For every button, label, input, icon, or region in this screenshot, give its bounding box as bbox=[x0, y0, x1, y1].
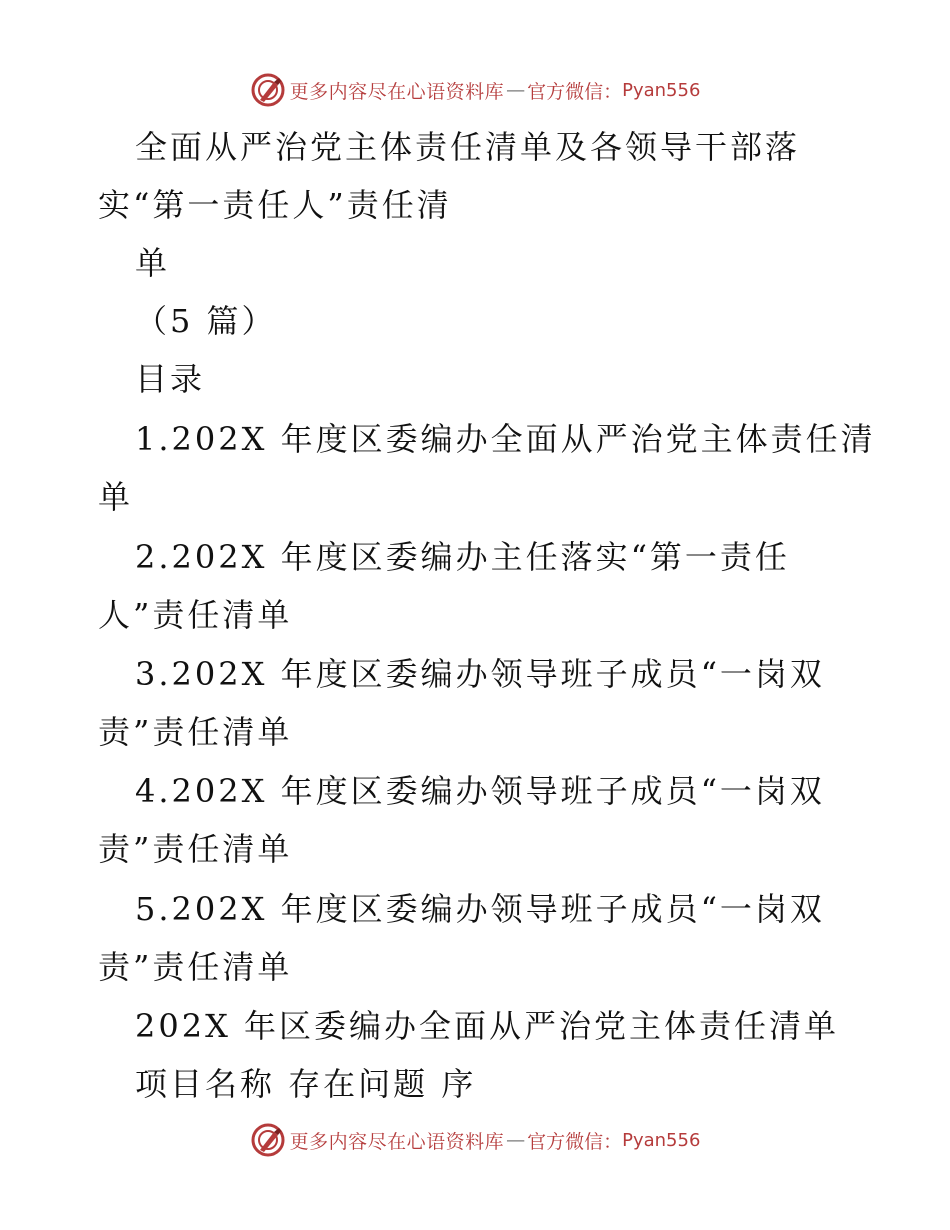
pen-logo-icon bbox=[250, 1122, 286, 1158]
toc-item-5-line-2: 责”责任清单 bbox=[98, 948, 293, 986]
banner-wechat-id: Pyan556 bbox=[622, 1129, 701, 1151]
section-heading: 202X 年区委编办全面从严治党主体责任清单 bbox=[135, 1007, 840, 1045]
banner-text: 更多内容尽在心语资料库 bbox=[289, 1130, 505, 1153]
banner-wechat-label: 官方微信： bbox=[527, 1130, 623, 1153]
banner-dash: — bbox=[506, 1129, 526, 1151]
toc-item-2-line-2: 人”责任清单 bbox=[98, 596, 293, 634]
table-header-line: 项目名称 存在问题 序 bbox=[135, 1065, 477, 1103]
doc-title-line-2: 实“第一责任人”责任清 bbox=[98, 186, 452, 224]
toc-item-5-line-1: 5.202X 年度区委编办领导班子成员“一岗双 bbox=[135, 890, 825, 928]
doc-title-line-1: 全面从严治党主体责任清单及各领导干部落 bbox=[135, 128, 801, 166]
banner-wechat-label: 官方微信： bbox=[527, 80, 623, 103]
toc-item-3-line-2: 责”责任清单 bbox=[98, 713, 293, 751]
toc-item-2-line-1: 2.202X 年度区委编办主任落实“第一责任 bbox=[135, 538, 790, 576]
doc-subtitle: （5 篇） bbox=[135, 302, 277, 340]
toc-item-4-line-1: 4.202X 年度区委编办领导班子成员“一岗双 bbox=[135, 772, 825, 810]
toc-item-4-line-2: 责”责任清单 bbox=[98, 830, 293, 868]
pen-logo-icon bbox=[250, 72, 286, 108]
toc-item-3-line-1: 3.202X 年度区委编办领导班子成员“一岗双 bbox=[135, 655, 825, 693]
toc-item-1-line-2: 单 bbox=[98, 478, 134, 516]
banner-wechat-id: Pyan556 bbox=[622, 79, 701, 101]
toc-item-1-line-1: 1.202X 年度区委编办全面从严治党主体责任清 bbox=[135, 420, 876, 458]
banner-text: 更多内容尽在心语资料库 bbox=[289, 80, 505, 103]
banner-dash: — bbox=[506, 79, 526, 101]
watermark-banner-bottom bbox=[0, 1120, 950, 1160]
watermark-banner-top bbox=[0, 70, 950, 110]
doc-title-line-3: 单 bbox=[135, 244, 171, 282]
toc-heading: 目录 bbox=[135, 360, 206, 398]
